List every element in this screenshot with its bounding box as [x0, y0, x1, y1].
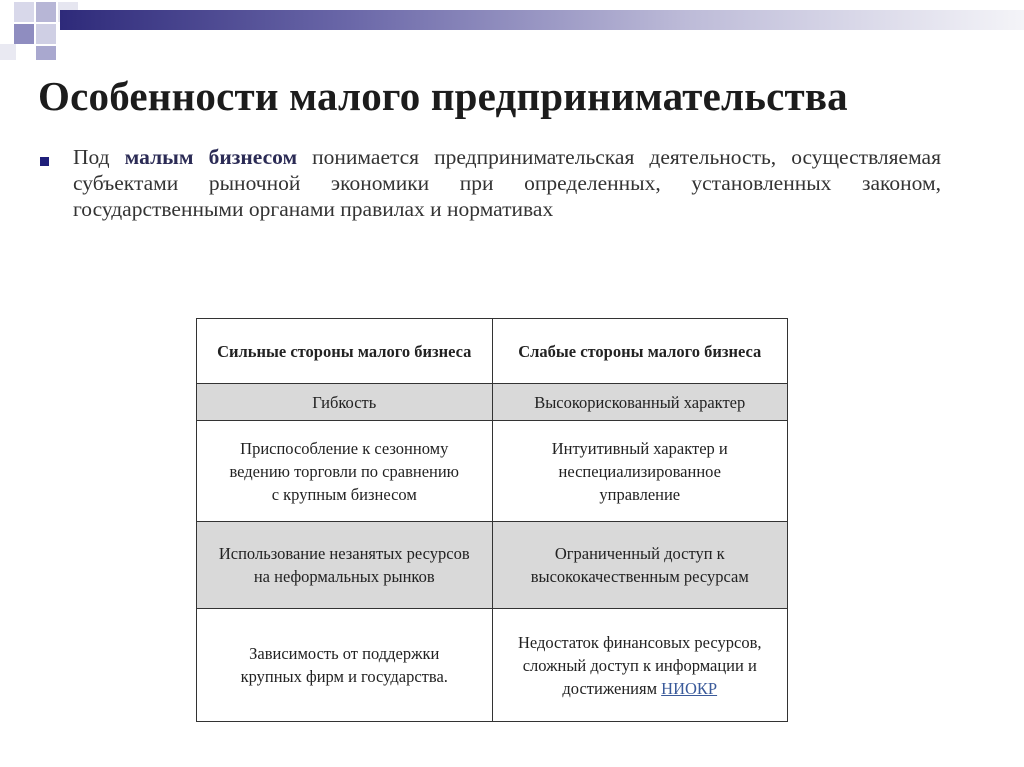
slide-title: Особенности малого предпринимательства: [38, 73, 848, 119]
intro-paragraph: [73, 144, 941, 222]
intro-text-before: Под: [73, 145, 125, 169]
table-row: [197, 384, 788, 421]
table-header-row: [197, 319, 788, 384]
header-strong-sides: Сильные стороны малого бизнеса: [197, 319, 493, 384]
comparison-table: [196, 318, 788, 722]
header-gradient-bar: [60, 10, 1024, 30]
header-weak-sides: Слабые стороны малого бизнеса: [492, 319, 788, 384]
intro-highlight: малым бизнесом: [124, 145, 298, 169]
cell-strong: Приспособление к сезонному ведению торговли по сравнению с крупным бизнесом: [197, 421, 493, 522]
table-row: [197, 421, 788, 522]
cell-weak: Высокорискованный характер: [492, 384, 788, 421]
cell-weak: [492, 609, 788, 722]
cell-weak: Интуитивный характер и неспециализированное управление: [492, 421, 788, 522]
cell-strong: Использование незанятых ресурсов на неформальных рынков: [197, 522, 493, 609]
niokr-link[interactable]: НИОКР: [661, 678, 718, 698]
cell-strong: Гибкость: [197, 384, 493, 421]
intro-text-after: понимается предпринимательская деятельность, осуществляемая субъектами рыночной экономики при определенных, установленных законом, государственными органами правилах и нормативах: [73, 145, 941, 221]
cell-strong: Зависимость от поддержки крупных фирм и государства.: [197, 609, 493, 722]
cell-weak-text: Недостаток финансовых ресурсов, сложный доступ к информации и достижениям: [517, 632, 762, 698]
bullet-square-icon: [40, 157, 49, 166]
table-row: [197, 522, 788, 609]
cell-weak: Ограниченный доступ к высококачественным ресурсам: [492, 522, 788, 609]
table-row: [197, 609, 788, 722]
